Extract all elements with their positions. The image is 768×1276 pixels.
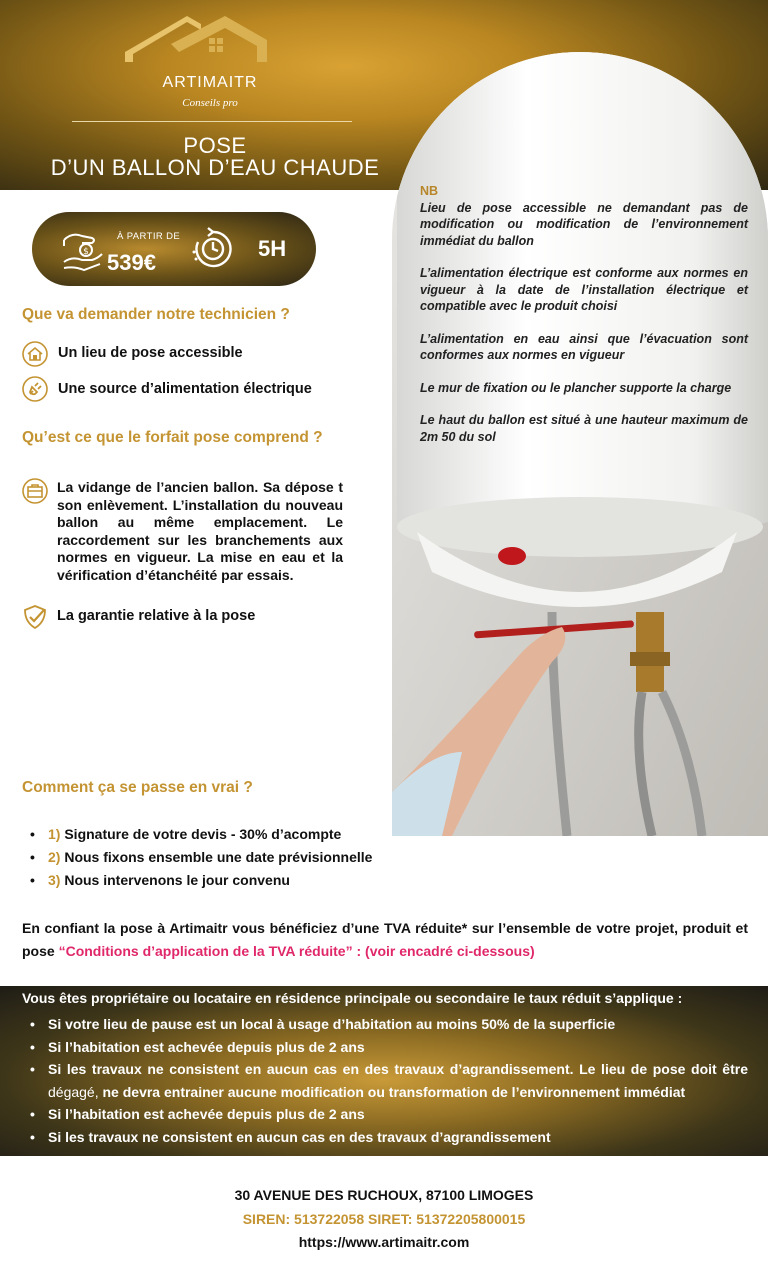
nb-notes [420, 183, 748, 461]
plug-icon [22, 376, 48, 402]
roof-logo-icon [125, 16, 267, 66]
step-text: Signature de votre devis - 30% d’acompte [64, 826, 342, 842]
step-text: Nous fixons ensemble une date prévisionnelle [64, 849, 373, 865]
condition-item: • Si les travaux ne consistent en aucun cas en des travaux d’agrandissement. Le lieu de pose doit être dégagé, ne devra entrainer aucune modification ou transformation de l’environnement immédiat [30, 1061, 748, 1100]
home-icon [22, 341, 48, 367]
duration-value: 5H [258, 236, 287, 261]
price-amount: 539€ [107, 250, 156, 275]
technician-item: Une source d’alimentation électrique [58, 381, 312, 397]
brand-tagline: Conseils pro [182, 97, 238, 109]
price-from-label: À PARTIR DE [117, 231, 181, 242]
condition-item: • Si l’habitation est achevée depuis plus de 2 ans [30, 1106, 365, 1122]
nb-paragraph: Lieu de pose accessible ne demandant pas de modification ou modification de l’environnement immédiat du ballon [420, 200, 748, 248]
nb-paragraph: Le haut du ballon est situé à une hauteur maximum de 2m 50 du sol [420, 413, 748, 444]
footer-company-ids: SIREN: 513722058 SIRET: 51372205800015 [242, 1211, 526, 1227]
step-item: • 3) Nous intervenons le jour convenu [30, 872, 290, 888]
step-number: 2) [48, 849, 61, 865]
nb-paragraph: L’alimentation en eau ainsi que l’évacuation sont conformes aux normes en vigueur [420, 331, 748, 362]
condition-item: • Si votre lieu de pause est un local à usage d’habitation au moins 50% de la superficie [30, 1016, 616, 1032]
condition-item: • Si les travaux ne consistent en aucun cas en des travaux d’agrandissement [30, 1128, 551, 1145]
step-text: Nous intervenons le jour convenu [64, 872, 290, 888]
svg-text:$: $ [83, 247, 89, 257]
step-item: • 2) Nous fixons ensemble une date prévisionnelle [30, 849, 373, 865]
technician-heading: Que va demander notre technicien ? [22, 306, 290, 323]
footer-website-link[interactable]: https://www.artimaitr.com [298, 1234, 470, 1250]
shield-check-icon [22, 604, 48, 630]
step-number: 1) [48, 826, 61, 842]
process-steps [30, 826, 372, 895]
forfait-heading: Qu’est ce que le forfait pose comprend ? [22, 429, 323, 446]
forfait-description: La vidange de l’ancien ballon. Sa dépose t son enlèvement. L’installation du nouveau ballon au même emplacement. Le raccordement sur les branchements aux normes en vigueur. La mise en eau et la vérification d’étanchéité par essais. [57, 479, 343, 583]
tva-text: En confiant la pose à Artimaitr vous bénéficiez d’une TVA réduite* sur l’ensemble de votre projet, produit et pose [22, 920, 748, 959]
conditions-list [30, 1013, 748, 1148]
footer-address: 30 AVENUE DES RUCHOUX, 87100 LIMOGES [234, 1187, 534, 1203]
brand-name: ARTIMAITR [162, 74, 258, 91]
step-number: 3) [48, 872, 61, 888]
header-divider [72, 121, 352, 122]
nb-paragraph: L’alimentation électrique est conforme aux normes en vigueur à la date de l’installation électrique et compatible avec le produit choisi [420, 266, 748, 313]
toolbox-icon [22, 478, 48, 504]
tva-statement [22, 917, 748, 963]
money-hand-icon [62, 228, 104, 274]
tva-conditions-link: “Conditions d’application de la TVA réduite” : (voir encadré ci-dessous) [58, 943, 535, 959]
page-title-line2: D’UN BALLON D’EAU CHAUDE [50, 155, 380, 180]
condition-item: • Si l’habitation est achevée depuis plus de 2 ans [30, 1038, 365, 1055]
clock-arrow-icon [190, 226, 236, 272]
process-heading: Comment ça se passe en vrai ? [22, 779, 253, 796]
page-title-line1: POSE [183, 133, 247, 158]
nb-paragraph: Le mur de fixation ou le plancher supporte la charge [420, 380, 732, 395]
conditions-heading: Vous êtes propriétaire ou locataire en résidence principale ou secondaire le taux réduit s’applique : [22, 990, 683, 1006]
technician-item: Un lieu de pose accessible [58, 345, 243, 361]
guarantee-item: La garantie relative à la pose [57, 608, 256, 624]
nb-title: NB [420, 184, 439, 198]
step-item: • 1) Signature de votre devis - 30% d’acompte [30, 826, 342, 842]
